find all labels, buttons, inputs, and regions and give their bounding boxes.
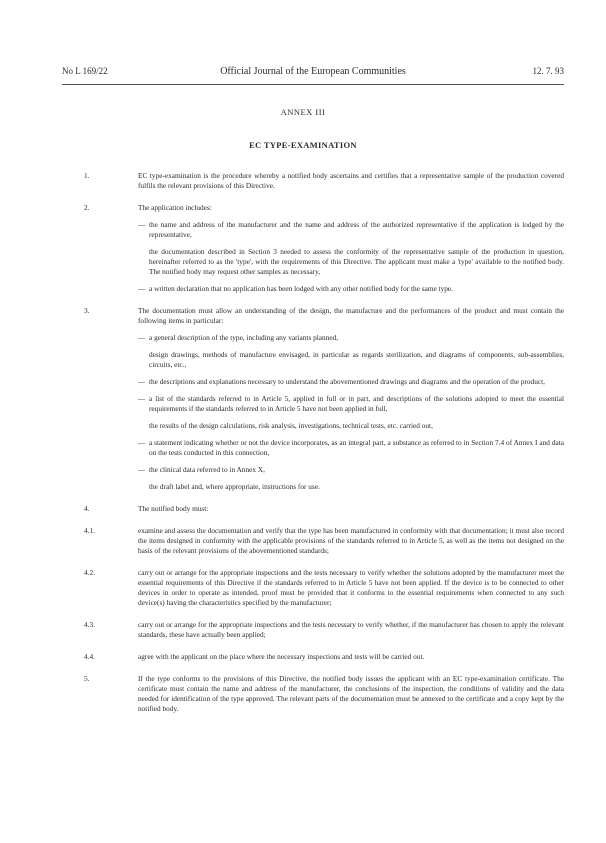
section-number: 4.1. [84, 526, 95, 535]
dash-bullet: — [138, 220, 146, 229]
dash-bullet: — [138, 438, 146, 447]
page-number: No L 169/22 [62, 66, 108, 76]
section-text: examine and assess the documentation and verify that the type has been manufactured in conformity with that documentation; it must also record the items designed in conformity with the applicable provisions of the standards referred to in Article 5, as well as the items not designed on the basis of the relevant provisions of the abovementioned standards; [138, 526, 564, 555]
list-paragraph: the results of the design calculations, risk analysis, investigations, technical tests, etc. carried out, [149, 421, 433, 430]
list-paragraph: the draft label and, where appropriate, instructions for use. [149, 482, 320, 491]
list-paragraph: the documentation described in Section 3 needed to assess the conformity of the representative sample of the production in question, hereinafter referred to as the 'type', with the requirements of this Directive. The applicant must make a 'type' available to the notified body. The notified body may request other samples as necessary, [149, 247, 564, 276]
list-item [138, 394, 564, 414]
list-item-text: the name and address of the manufacturer and the name and address of the authorized representative if the application is lodged by the representative, [149, 220, 564, 239]
list-item-text: the descriptions and explanations necessary to understand the abovementioned drawings and diagrams and the operation of the product, [149, 377, 545, 386]
dash-bullet: — [138, 394, 146, 403]
section-4-4 [84, 652, 564, 662]
header-rule [62, 84, 564, 85]
dash-bullet: — [138, 284, 146, 293]
dash-bullet: — [138, 333, 146, 342]
annex-label: ANNEX III [280, 107, 326, 117]
section-4-3 [84, 620, 564, 640]
list-item-text: a written declaration that no application has been lodged with any other notified body for the same type. [149, 284, 453, 293]
list-item [138, 220, 564, 240]
list-item-text: a general description of the type, including any variants planned, [149, 333, 339, 342]
journal-title: Official Journal of the European Communities [220, 66, 406, 77]
section-2 [84, 203, 564, 294]
section-text: The notified body must: [138, 504, 209, 513]
issue-date: 12. 7. 93 [532, 66, 564, 76]
section-intro: The documentation must allow an understanding of the design, the manufacture and the performances of the product and must contain the following items in particular: [138, 306, 564, 325]
section-number: 4. [84, 504, 90, 513]
document-body [84, 171, 564, 726]
page-header [62, 66, 564, 80]
section-4-2 [84, 568, 564, 608]
section-number: 4.2. [84, 568, 95, 577]
section-text: agree with the applicant on the place where the necessary inspections and tests will be carried out. [138, 652, 425, 661]
list-item-text: a list of the standards referred to in Article 5, applied in full or in part, and descriptions of the solutions adopted to meet the essential requirements if the standards referred to in Article 5 have not been applied in full, [149, 394, 564, 413]
section-text: EC type-examination is the procedure whereby a notified body ascertains and certifies that a representative sample of the production covered fulfils the relevant provisions of this Directive. [138, 171, 564, 190]
list-item [138, 333, 564, 343]
dash-bullet: — [138, 465, 146, 474]
section-text: If the type conforms to the provisions of this Directive, the notified body issues the applicant with an EC type-examination certificate. The certificate must contain the name and address of the manufacturer, the conclusions of the inspection, the conditions of validity and the data needed for identification of the type approved. The relevant parts of the documentation must be annexed to the certificate and a copy kept by the notified body. [138, 674, 564, 713]
section-number: 3. [84, 306, 90, 315]
list-item-text: the clinical data referred to in Annex X, [149, 465, 265, 474]
list-item [138, 465, 564, 475]
list-item-text: a statement indicating whether or not the device incorporates, as an integral part, a substance as referred to in Section 7.4 of Annex I and data on the tests conducted in this connection, [149, 438, 564, 457]
list-item [138, 438, 564, 458]
section-number: 1. [84, 171, 90, 180]
list-item [138, 377, 564, 387]
section-number: 2. [84, 203, 90, 212]
section-5 [84, 674, 564, 714]
section-number: 5. [84, 674, 90, 683]
list-paragraph: design drawings, methods of manufacture envisaged, in particular as regards sterilization, and diagrams of components, sub-assemblies, circuits, etc., [149, 350, 564, 369]
section-4 [84, 504, 564, 514]
section-text: carry out or arrange for the appropriate inspections and the tests necessary to verify whether, if the manufacturer has chosen to apply the relevant standards, these have actually been applied; [138, 620, 564, 639]
section-title: EC TYPE-EXAMINATION [249, 140, 357, 150]
section-intro: The application includes: [138, 203, 212, 212]
list-item [138, 284, 564, 294]
section-number: 4.3. [84, 620, 95, 629]
section-1 [84, 171, 564, 191]
dash-bullet: — [138, 377, 146, 386]
section-4-1 [84, 526, 564, 556]
section-number: 4.4. [84, 652, 95, 661]
section-3 [84, 306, 564, 492]
section-text: carry out or arrange for the appropriate inspections and the tests necessary to verify whether the solutions adopted by the manufacturer meet the essential requirements of this Directive if the standards referred to in Article 5 have not been applied. If the device is to be connected to other devices in order to operate as intended, proof must be provided that it conforms to the essential requirements when connected to any such device(s) having the characteristics specified by the manufacturer; [138, 568, 564, 607]
